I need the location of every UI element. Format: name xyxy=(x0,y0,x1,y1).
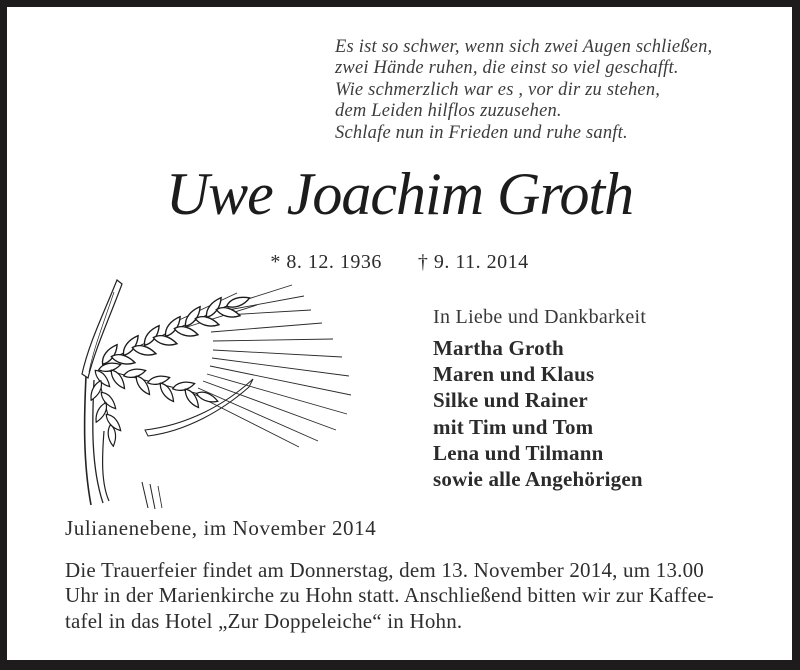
tribute-block xyxy=(433,304,646,492)
poem-line: Schlafe nun in Frieden und ruhe sanft. xyxy=(335,122,628,143)
poem-line: zwei Hände ruhen, die einst so viel geschafft. xyxy=(335,58,679,79)
death-date: † 9. 11. 2014 xyxy=(417,251,529,273)
poem-line: Es ist so schwer, wenn sich zwei Augen schließen, xyxy=(335,37,713,57)
birth-date: * 8. 12. 1936 xyxy=(270,251,382,273)
funeral-line: Uhr in der Marienkirche zu Hohn statt. Anschließend bitten wir zur Kaffee- xyxy=(65,583,714,608)
poem-line: dem Leiden hilflos zuzusehen. xyxy=(335,101,562,122)
wheat-illustration xyxy=(59,277,391,513)
mourner-name: sowie alle Angehörigen xyxy=(433,467,643,492)
deceased-name: Uwe Joachim Groth xyxy=(165,161,634,227)
mourner-name: Maren und Klaus xyxy=(433,362,595,387)
memorial-poem xyxy=(335,37,712,144)
life-dates xyxy=(7,249,792,275)
mourners-list xyxy=(433,335,646,492)
funeral-line: Die Trauerfeier findet am Donnerstag, dem 13. November 2014, um 13.00 xyxy=(65,558,704,582)
mourner-name: Lena und Tilmann xyxy=(433,440,604,465)
wheat-awns xyxy=(177,285,351,447)
funeral-details xyxy=(65,558,714,634)
mourner-name: Silke und Rainer xyxy=(433,388,588,413)
tribute-heading: In Liebe und Dankbarkeit xyxy=(433,306,647,328)
mourner-name: Martha Groth xyxy=(433,336,564,360)
place-and-date: Julianenebene, im November 2014 xyxy=(65,516,377,540)
mourner-name: mit Tim und Tom xyxy=(433,414,594,439)
funeral-line: tafel in das Hotel „Zur Doppeleiche“ in Hohn. xyxy=(65,608,463,633)
poem-line: Wie schmerzlich war es , vor dir zu stehen, xyxy=(335,79,661,100)
